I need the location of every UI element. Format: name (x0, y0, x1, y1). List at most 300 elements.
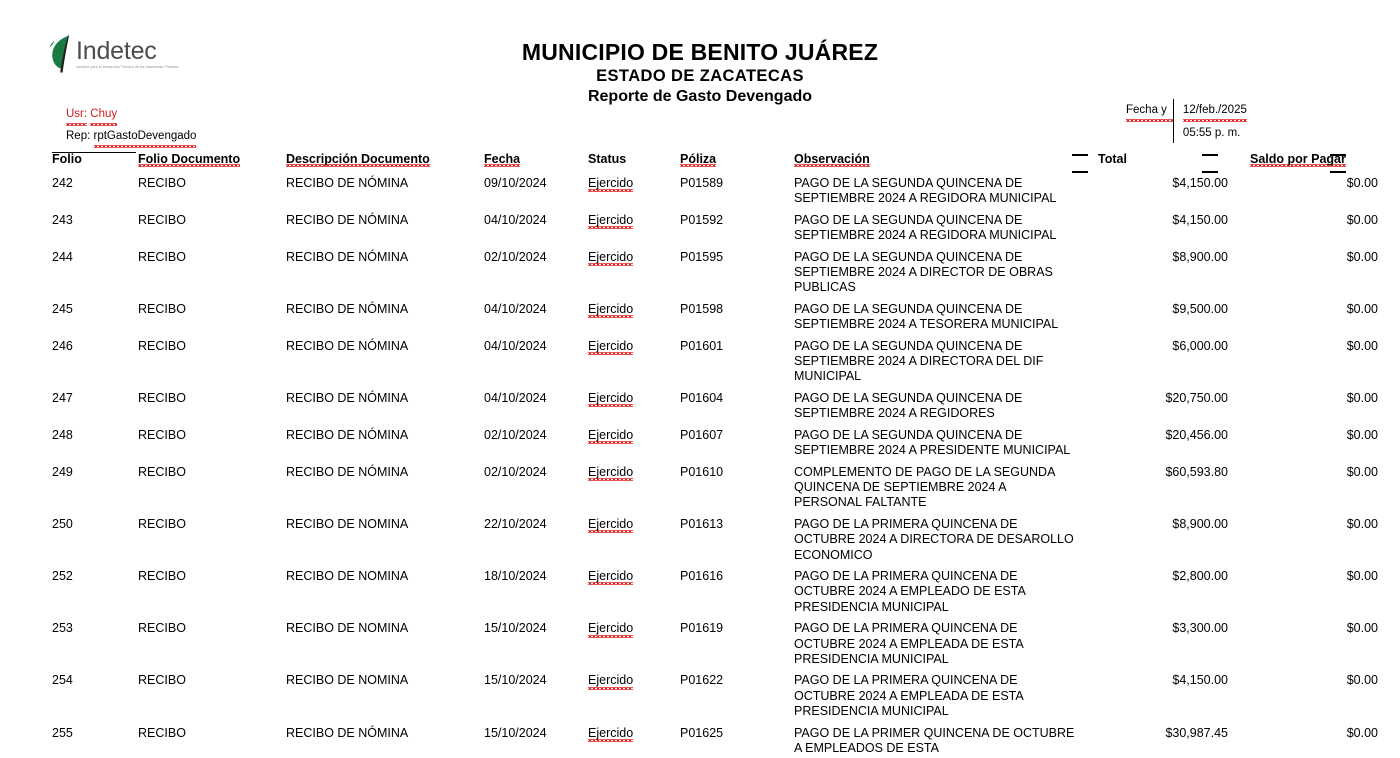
cell-observacion-text: PAGO DE LA SEGUNDA QUINCENA DE SEPTIEMBRE 2024 A REGIDORA MUNICIPAL (794, 212, 1057, 243)
cell-status-text: Ejercido (588, 673, 633, 689)
cell-status (588, 621, 680, 673)
cell-observacion (794, 726, 1076, 758)
cell-gap (1228, 302, 1250, 339)
cell-folio-documento (138, 339, 286, 391)
cell-folio-documento (138, 391, 286, 428)
cell-gap (1228, 569, 1250, 621)
cell-descripcion (286, 339, 484, 391)
cell-observacion (794, 339, 1076, 391)
cell-fecha (484, 569, 588, 621)
cell-status (588, 176, 680, 213)
cell-observacion (794, 176, 1076, 213)
leaf-logo-icon (48, 34, 74, 74)
column-header-spacer (1076, 152, 1098, 176)
cell-folio-text: 248 (52, 427, 73, 442)
cell-descripcion-text: RECIBO DE NÓMINA (286, 249, 409, 264)
cell-folio-documento (138, 726, 286, 758)
cell-poliza-text: P01613 (680, 516, 724, 531)
cell-status (588, 302, 680, 339)
cell-poliza-text: P01610 (680, 464, 724, 479)
table-row[interactable] (52, 339, 1378, 391)
cell-saldo-por-pagar-text: $0.00 (1346, 338, 1378, 353)
cell-spacer (1076, 517, 1098, 569)
cell-observacion-text: PAGO DE LA PRIMERA QUINCENA DE OCTUBRE 2024 A EMPLEADA DE ESTA PRESIDENCIA MUNICIPAL (794, 673, 1024, 719)
cell-observacion-text: COMPLEMENTO DE PAGO DE LA SEGUNDA QUINCENA DE SEPTIEMBRE 2024 A PERSONAL FALTANTE (794, 464, 1055, 510)
cell-saldo-por-pagar (1250, 673, 1378, 725)
datetime-date: 12/feb./2025 (1183, 99, 1247, 122)
cell-folio-documento-text: RECIBO (138, 464, 186, 479)
column-header-total (1098, 152, 1228, 176)
cell-descripcion-text: RECIBO DE NOMINA (286, 621, 409, 636)
cell-poliza (680, 517, 794, 569)
cell-total-text: $60,593.80 (1165, 464, 1228, 479)
cell-observacion (794, 517, 1076, 569)
cell-status-text: Ejercido (588, 569, 633, 585)
cell-spacer (1076, 465, 1098, 517)
cell-poliza-text: P01595 (680, 249, 724, 264)
cell-saldo-por-pagar-text: $0.00 (1346, 673, 1378, 688)
column-header-fecha-label: Fecha (484, 152, 521, 166)
cell-poliza (680, 465, 794, 517)
cell-status (588, 517, 680, 569)
cell-fecha (484, 726, 588, 758)
cell-total-text: $30,987.45 (1165, 725, 1228, 740)
cell-gap (1228, 176, 1250, 213)
table-row[interactable] (52, 302, 1378, 339)
cell-observacion (794, 569, 1076, 621)
cell-saldo-por-pagar (1250, 726, 1378, 758)
cell-descripcion (286, 673, 484, 725)
cell-folio (52, 302, 138, 339)
cell-fecha-text: 02/10/2024 (484, 464, 547, 479)
cell-fecha (484, 302, 588, 339)
cell-fecha-text: 15/10/2024 (484, 725, 547, 740)
cell-folio-text: 245 (52, 301, 73, 316)
cell-folio-documento-text: RECIBO (138, 621, 186, 636)
cell-observacion-text: PAGO DE LA SEGUNDA QUINCENA DE SEPTIEMBRE 2024 A REGIDORES (794, 390, 1023, 421)
column-header-folio (52, 152, 138, 176)
cell-total-text: $4,150.00 (1172, 212, 1228, 227)
cell-status-text: Ejercido (588, 465, 633, 481)
column-header-poliza (680, 152, 794, 176)
cell-fecha (484, 391, 588, 428)
cell-fecha-text: 18/10/2024 (484, 568, 547, 583)
cell-gap (1228, 213, 1250, 250)
cell-folio-documento-text: RECIBO (138, 249, 186, 264)
cell-fecha (484, 673, 588, 725)
cell-spacer (1076, 250, 1098, 302)
cell-observacion (794, 673, 1076, 725)
cell-poliza-text: P01619 (680, 621, 724, 636)
cell-status-text: Ejercido (588, 302, 633, 318)
cell-saldo-por-pagar (1250, 213, 1378, 250)
cell-fecha-text: 04/10/2024 (484, 212, 547, 227)
cell-gap (1228, 465, 1250, 517)
cell-folio (52, 465, 138, 517)
table-row[interactable] (52, 465, 1378, 517)
cell-poliza-text: P01616 (680, 568, 724, 583)
report-name: Reporte de Gasto Devengado (587, 88, 813, 105)
cell-gap (1228, 673, 1250, 725)
cell-total (1098, 391, 1228, 428)
cell-folio-text: 252 (52, 568, 73, 583)
cell-descripcion (286, 213, 484, 250)
cell-poliza (680, 621, 794, 673)
cell-descripcion-text: RECIBO DE NOMINA (286, 673, 409, 688)
report-table-wrap (0, 152, 1400, 758)
column-header-saldo-label: Saldo por Pagar (1250, 152, 1346, 166)
cell-folio-documento (138, 465, 286, 517)
cell-poliza (680, 428, 794, 465)
cell-poliza (680, 250, 794, 302)
cell-folio-documento (138, 302, 286, 339)
cell-saldo-por-pagar (1250, 391, 1378, 428)
column-header-observacion-label: Observación (794, 152, 870, 166)
cell-status-text: Ejercido (588, 621, 633, 637)
meta-user-label: Usr: (66, 104, 87, 126)
column-header-status-label: Status (588, 152, 627, 166)
cell-folio-text: 253 (52, 621, 73, 636)
cell-fecha (484, 465, 588, 517)
cell-spacer (1076, 726, 1098, 758)
table-row[interactable] (52, 517, 1378, 569)
cell-status (588, 673, 680, 725)
cell-fecha-text: 04/10/2024 (484, 390, 547, 405)
cell-spacer (1076, 569, 1098, 621)
indetec-logo (48, 34, 178, 74)
cell-status (588, 569, 680, 621)
cell-poliza-text: P01592 (680, 212, 724, 227)
cell-folio-documento (138, 621, 286, 673)
cell-poliza-text: P01622 (680, 673, 724, 688)
page-subtitle: ESTADO DE ZACATECAS (596, 67, 804, 85)
cell-fecha-text: 04/10/2024 (484, 301, 547, 316)
cell-poliza (680, 302, 794, 339)
cell-saldo-por-pagar-text: $0.00 (1346, 568, 1378, 583)
cell-fecha-text: 04/10/2024 (484, 338, 547, 353)
cell-spacer (1076, 673, 1098, 725)
datetime-time: 05:55 p. m. (1182, 127, 1241, 139)
cell-fecha-text: 02/10/2024 (484, 427, 547, 442)
meta-report-label: Rep: (66, 130, 91, 142)
column-header-folio-documento (138, 152, 286, 176)
cell-status (588, 726, 680, 758)
cell-folio-documento (138, 176, 286, 213)
cell-spacer (1076, 391, 1098, 428)
cell-observacion-text: PAGO DE LA SEGUNDA QUINCENA DE SEPTIEMBRE 2024 A DIRECTOR DE OBRAS PUBLICAS (794, 249, 1053, 295)
cell-status-text: Ejercido (588, 250, 633, 266)
cell-folio-text: 254 (52, 673, 73, 688)
cell-total (1098, 673, 1228, 725)
cell-saldo-por-pagar (1250, 428, 1378, 465)
cell-gap (1228, 621, 1250, 673)
cell-folio-documento-text: RECIBO (138, 301, 186, 316)
cell-descripcion (286, 176, 484, 213)
cell-total (1098, 726, 1228, 758)
table-row[interactable] (52, 176, 1378, 213)
cell-observacion (794, 465, 1076, 517)
cell-status-text: Ejercido (588, 391, 633, 407)
cell-folio-documento-text: RECIBO (138, 390, 186, 405)
cell-observacion-text: PAGO DE LA PRIMERA QUINCENA DE OCTUBRE 2024 A DIRECTORA DE DESAROLLO ECONOMICO (794, 516, 1074, 562)
cell-observacion-text: PAGO DE LA PRIMERA QUINCENA DE OCTUBRE 2024 A EMPLEADA DE ESTA PRESIDENCIA MUNICIPAL (794, 621, 1024, 666)
cell-status-text: Ejercido (588, 517, 633, 533)
cell-gap (1228, 250, 1250, 302)
cell-total (1098, 213, 1228, 250)
cell-saldo-por-pagar-text: $0.00 (1346, 725, 1378, 740)
cell-total-text: $20,456.00 (1165, 427, 1228, 442)
cell-folio (52, 673, 138, 725)
cell-descripcion-text: RECIBO DE NÓMINA (286, 301, 409, 316)
cell-saldo-por-pagar (1250, 465, 1378, 517)
cell-folio-documento-text: RECIBO (138, 568, 186, 583)
cell-total-text: $8,900.00 (1172, 249, 1228, 264)
cell-total (1098, 302, 1228, 339)
cell-fecha (484, 621, 588, 673)
cell-fecha-text: 02/10/2024 (484, 249, 547, 264)
cell-folio-documento (138, 250, 286, 302)
column-header-total-label: Total (1098, 152, 1127, 166)
cell-gap (1228, 339, 1250, 391)
table-row[interactable] (52, 726, 1378, 758)
cell-observacion-text: PAGO DE LA PRIMER QUINCENA DE OCTUBRE A EMPLEADOS DE ESTA (794, 725, 1075, 755)
cell-total (1098, 517, 1228, 569)
table-row[interactable] (52, 621, 1378, 673)
cell-status-text: Ejercido (588, 339, 633, 355)
cell-saldo-por-pagar (1250, 339, 1378, 391)
report-header (0, 37, 1400, 106)
cell-fecha-text: 22/10/2024 (484, 516, 547, 531)
column-header-folio-label: Folio (52, 152, 82, 166)
cell-descripcion-text: RECIBO DE NOMINA (286, 568, 409, 583)
cell-folio-documento-text: RECIBO (138, 673, 186, 688)
cell-fecha-text: 09/10/2024 (484, 176, 547, 190)
cell-observacion-text: PAGO DE LA SEGUNDA QUINCENA DE SEPTIEMBRE 2024 A REGIDORA MUNICIPAL (794, 176, 1057, 206)
table-body (52, 176, 1378, 758)
cell-spacer (1076, 621, 1098, 673)
cell-spacer (1076, 302, 1098, 339)
cell-descripcion (286, 391, 484, 428)
cell-status-text: Ejercido (588, 176, 633, 192)
cell-total-text: $4,150.00 (1172, 673, 1228, 688)
cell-poliza-text: P01598 (680, 301, 724, 316)
cell-descripcion (286, 569, 484, 621)
cell-total-text: $8,900.00 (1172, 516, 1228, 531)
cell-poliza-text: P01604 (680, 390, 724, 405)
cell-spacer (1076, 213, 1098, 250)
cell-poliza (680, 569, 794, 621)
cell-saldo-por-pagar-text: $0.00 (1346, 621, 1378, 636)
table-row[interactable] (52, 673, 1378, 725)
cell-gap (1228, 726, 1250, 758)
cell-poliza-text: P01601 (680, 338, 724, 353)
table-header-row (52, 152, 1378, 176)
cell-saldo-por-pagar (1250, 250, 1378, 302)
cell-total-text: $2,800.00 (1172, 568, 1228, 583)
column-header-poliza-label: Póliza (680, 152, 717, 166)
cell-saldo-por-pagar-text: $0.00 (1346, 464, 1378, 479)
cell-spacer (1076, 176, 1098, 213)
cell-descripcion-text: RECIBO DE NÓMINA (286, 338, 409, 353)
table-row[interactable] (52, 391, 1378, 428)
cell-status (588, 213, 680, 250)
column-header-descripcion-label: Descripción Documento (286, 152, 430, 166)
cell-total (1098, 176, 1228, 213)
cell-poliza (680, 726, 794, 758)
cell-folio-documento (138, 428, 286, 465)
cell-folio (52, 428, 138, 465)
column-header-saldo (1250, 152, 1378, 176)
cell-saldo-por-pagar-text: $0.00 (1346, 176, 1378, 190)
cell-status (588, 391, 680, 428)
cell-status (588, 428, 680, 465)
cell-folio-documento-text: RECIBO (138, 516, 186, 531)
cell-total (1098, 621, 1228, 673)
cell-saldo-por-pagar (1250, 517, 1378, 569)
cell-descripcion (286, 517, 484, 569)
column-header-folio-documento-label: Folio Documento (138, 152, 241, 166)
cell-observacion (794, 250, 1076, 302)
cell-folio-text: 249 (52, 464, 73, 479)
cell-folio (52, 176, 138, 213)
cell-total-text: $3,300.00 (1172, 621, 1228, 636)
cell-descripcion (286, 726, 484, 758)
cell-saldo-por-pagar (1250, 569, 1378, 621)
cell-descripcion (286, 621, 484, 673)
cell-total-text: $9,500.00 (1172, 301, 1228, 316)
cell-saldo-por-pagar-text: $0.00 (1346, 212, 1378, 227)
column-header-observacion (794, 152, 1076, 176)
table-row[interactable] (52, 569, 1378, 621)
cell-descripcion-text: RECIBO DE NÓMINA (286, 176, 409, 190)
gasto-devengado-table (52, 152, 1378, 758)
cell-observacion (794, 302, 1076, 339)
cell-fecha (484, 250, 588, 302)
cell-descripcion-text: RECIBO DE NÓMINA (286, 427, 409, 442)
cell-folio-documento (138, 517, 286, 569)
cell-total-text: $4,150.00 (1172, 176, 1228, 190)
cell-status (588, 339, 680, 391)
logo-wordmark: Indetec (76, 37, 157, 65)
table-row[interactable] (52, 250, 1378, 302)
cell-folio (52, 517, 138, 569)
table-row[interactable] (52, 213, 1378, 250)
cell-spacer (1076, 339, 1098, 391)
cell-poliza-text: P01607 (680, 427, 724, 442)
cell-folio-documento (138, 673, 286, 725)
cell-gap (1228, 517, 1250, 569)
meta-user-row (66, 104, 196, 126)
cell-gap (1228, 391, 1250, 428)
cell-observacion-text: PAGO DE LA SEGUNDA QUINCENA DE SEPTIEMBRE 2024 A PRESIDENTE MUNICIPAL (794, 427, 1071, 458)
cell-folio (52, 569, 138, 621)
cell-folio-documento-text: RECIBO (138, 338, 186, 353)
cell-folio-text: 242 (52, 176, 73, 190)
cell-saldo-por-pagar-text: $0.00 (1346, 249, 1378, 264)
cell-total (1098, 428, 1228, 465)
cell-poliza (680, 391, 794, 428)
cell-poliza-text: P01625 (680, 725, 724, 740)
cell-descripcion-text: RECIBO DE NÓMINA (286, 212, 409, 227)
cell-fecha (484, 517, 588, 569)
cell-status-text: Ejercido (588, 726, 633, 742)
meta-report-row (66, 126, 196, 148)
cell-observacion (794, 391, 1076, 428)
cell-observacion (794, 213, 1076, 250)
cell-folio-text: 244 (52, 249, 73, 264)
cell-fecha (484, 428, 588, 465)
cell-fecha-text: 15/10/2024 (484, 621, 547, 636)
cell-descripcion (286, 465, 484, 517)
cell-descripcion-text: RECIBO DE NÓMINA (286, 464, 409, 479)
cell-folio-documento (138, 213, 286, 250)
report-datetime (1126, 99, 1247, 144)
cell-saldo-por-pagar (1250, 621, 1378, 673)
cell-folio-text: 255 (52, 725, 73, 740)
cell-folio-text: 247 (52, 390, 73, 405)
cell-folio-documento-text: RECIBO (138, 212, 186, 227)
cell-poliza (680, 673, 794, 725)
cell-fecha (484, 213, 588, 250)
meta-user-value: Chuy (90, 104, 117, 126)
datetime-label: Fecha y (1126, 99, 1173, 122)
cell-folio-documento (138, 569, 286, 621)
cell-observacion (794, 428, 1076, 465)
cell-poliza (680, 176, 794, 213)
meta-report-value: rptGastoDevengado (94, 126, 197, 148)
cell-total (1098, 339, 1228, 391)
cell-total (1098, 569, 1228, 621)
cell-saldo-por-pagar-text: $0.00 (1346, 301, 1378, 316)
cell-saldo-por-pagar-text: $0.00 (1346, 516, 1378, 531)
cell-descripcion-text: RECIBO DE NÓMINA (286, 390, 409, 405)
cell-descripcion-text: RECIBO DE NÓMINA (286, 725, 409, 740)
table-row[interactable] (52, 428, 1378, 465)
cell-folio-documento-text: RECIBO (138, 725, 186, 740)
cell-poliza (680, 213, 794, 250)
cell-fecha-text: 15/10/2024 (484, 673, 547, 688)
cell-status (588, 465, 680, 517)
column-header-descripcion (286, 152, 484, 176)
cell-folio-text: 246 (52, 338, 73, 353)
cell-folio (52, 726, 138, 758)
cell-poliza-text: P01589 (680, 176, 724, 190)
cell-folio-documento-text: RECIBO (138, 427, 186, 442)
cell-total-text: $20,750.00 (1165, 390, 1228, 405)
cell-observacion-text: PAGO DE LA SEGUNDA QUINCENA DE SEPTIEMBRE 2024 A DIRECTORA DEL DIF MUNICIPAL (794, 338, 1044, 384)
cell-fecha (484, 339, 588, 391)
cell-descripcion (286, 428, 484, 465)
cell-observacion-text: PAGO DE LA PRIMERA QUINCENA DE OCTUBRE 2024 A EMPLEADO DE ESTA PRESIDENCIA MUNICIPAL (794, 568, 1026, 614)
report-meta (66, 104, 196, 148)
cell-descripcion (286, 250, 484, 302)
cell-spacer (1076, 428, 1098, 465)
cell-folio (52, 213, 138, 250)
cell-saldo-por-pagar-text: $0.00 (1346, 427, 1378, 442)
cell-descripcion-text: RECIBO DE NOMINA (286, 516, 409, 531)
cell-observacion (794, 621, 1076, 673)
cell-folio (52, 339, 138, 391)
cell-folio (52, 391, 138, 428)
column-header-fecha (484, 152, 588, 176)
column-header-status (588, 152, 680, 176)
cell-total-text: $6,000.00 (1172, 338, 1228, 353)
cell-saldo-por-pagar-text: $0.00 (1346, 390, 1378, 405)
column-header-gap (1228, 152, 1250, 176)
cell-gap (1228, 428, 1250, 465)
cell-folio (52, 621, 138, 673)
cell-saldo-por-pagar (1250, 302, 1378, 339)
